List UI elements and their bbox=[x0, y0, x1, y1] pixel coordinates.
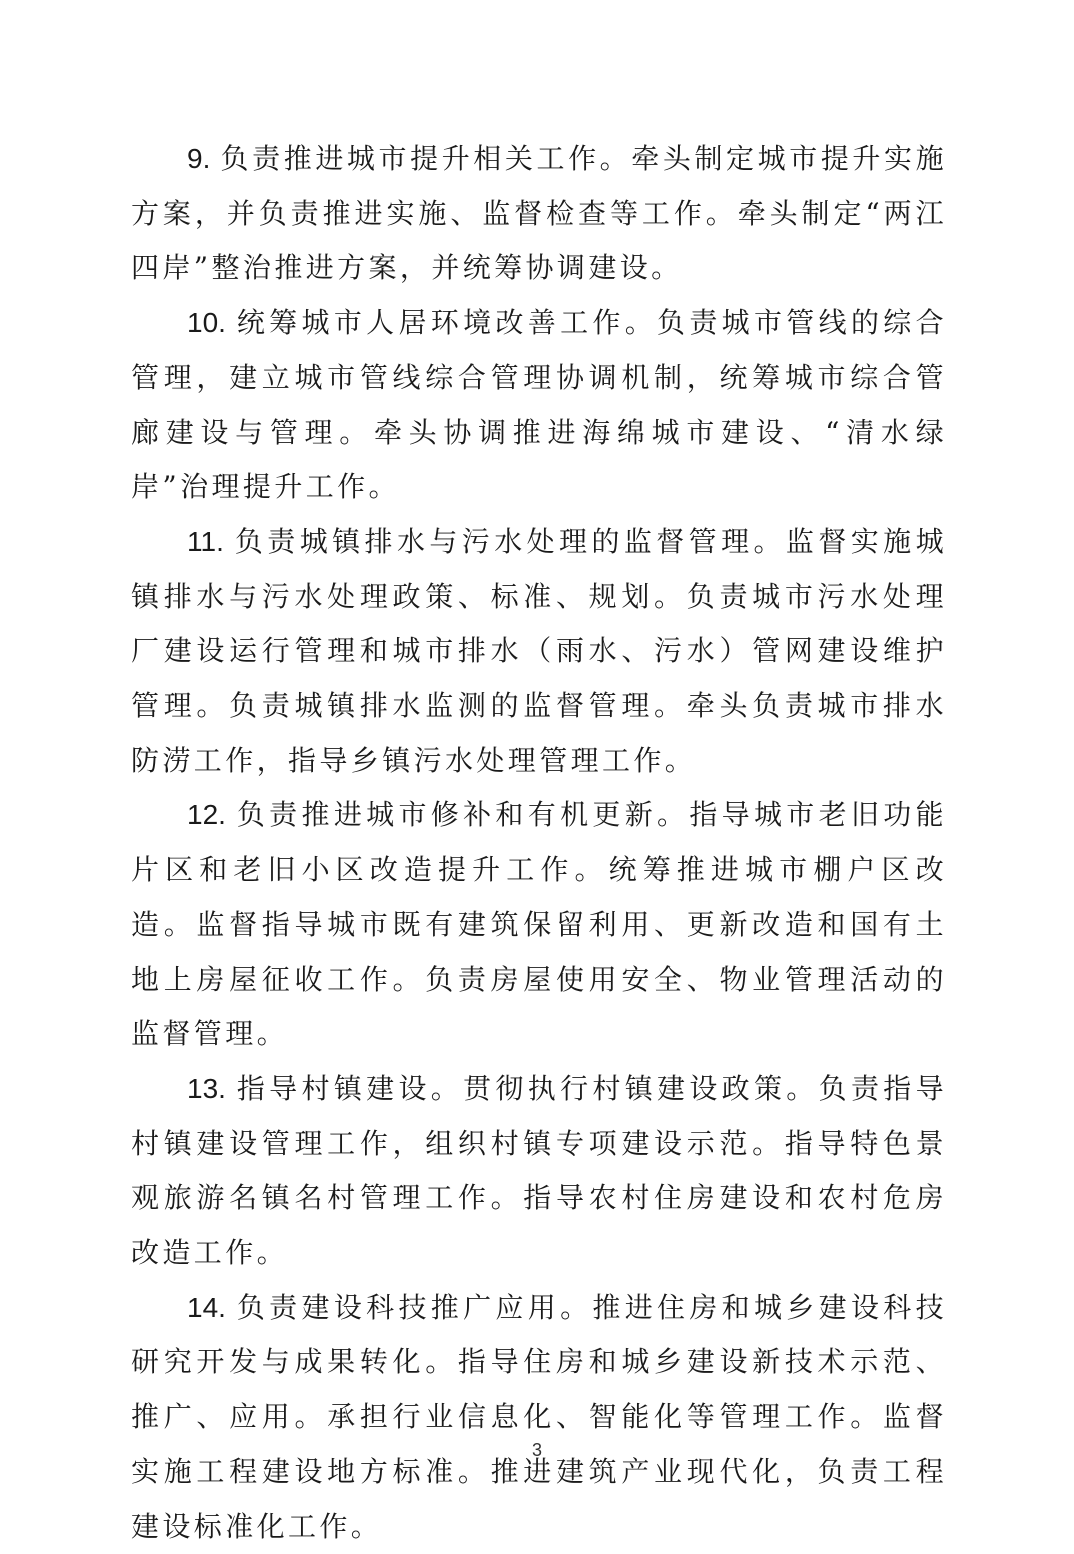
paragraph-item-13 bbox=[131, 1062, 947, 1281]
paragraph-number: 9. bbox=[187, 143, 211, 174]
paragraph-item-11 bbox=[131, 515, 947, 789]
page-number: 3 bbox=[531, 1440, 542, 1460]
paragraph-item-12 bbox=[131, 788, 947, 1062]
paragraph-number: 13. bbox=[187, 1072, 226, 1104]
paragraph-number: 10. bbox=[187, 307, 226, 339]
paragraph-number: 14. bbox=[187, 1291, 226, 1323]
paragraph-number: 11. bbox=[187, 525, 224, 557]
paragraph-text: 负责推进城市提升相关工作。牵头制定城市提升实施方案，并负责推进实施、监督检查等工作。牵头制定“两江四岸”整治推进方案，并统筹协调建设。 bbox=[131, 142, 947, 285]
paragraph-item-10 bbox=[131, 296, 947, 515]
paragraph-text: 指导村镇建设。贯彻执行村镇建设政策。负责指导村镇建设管理工作，组织村镇专项建设示范。指导特色景观旅游名镇名村管理工作。指导农村住房建设和农村危房改造工作。 bbox=[131, 1071, 947, 1270]
paragraph-text: 统筹城市人居环境改善工作。负责城市管线的综合管理，建立城市管线综合管理协调机制，统筹城市综合管廊建设与管理。牵头协调推进海绵城市建设、“清水绿岸”治理提升工作。 bbox=[131, 306, 947, 504]
paragraph-item-14 bbox=[131, 1281, 947, 1554]
document-body bbox=[131, 132, 947, 1554]
paragraph-number: 12. bbox=[187, 799, 226, 831]
paragraph-text: 负责推进城市修补和有机更新。指导城市老旧功能片区和老旧小区改造提升工作。统筹推进城市棚户区改造。监督指导城市既有建筑保留利用、更新改造和国有土地上房屋征收工作。负责房屋使用安全、物业管理活动的监督管理。 bbox=[131, 798, 947, 1051]
paragraph-text: 负责城镇排水与污水处理的监督管理。监督实施城镇排水与污水处理政策、标准、规划。负责城市污水处理厂建设运行管理和城市排水（雨水、污水）管网建设维护管理。负责城镇排水监测的监督管理。牵头负责城市排水防涝工作，指导乡镇污水处理管理工作。 bbox=[131, 524, 947, 777]
paragraph-text: 负责建设科技推广应用。推进住房和城乡建设科技研究开发与成果转化。指导住房和城乡建设新技术示范、推广、应用。承担行业信息化、智能化等管理工作。监督实施工程建设地方标准。推进建筑产业现代化，负责工程建设标准化工作。 bbox=[131, 1290, 947, 1543]
paragraph-item-9 bbox=[131, 132, 947, 296]
